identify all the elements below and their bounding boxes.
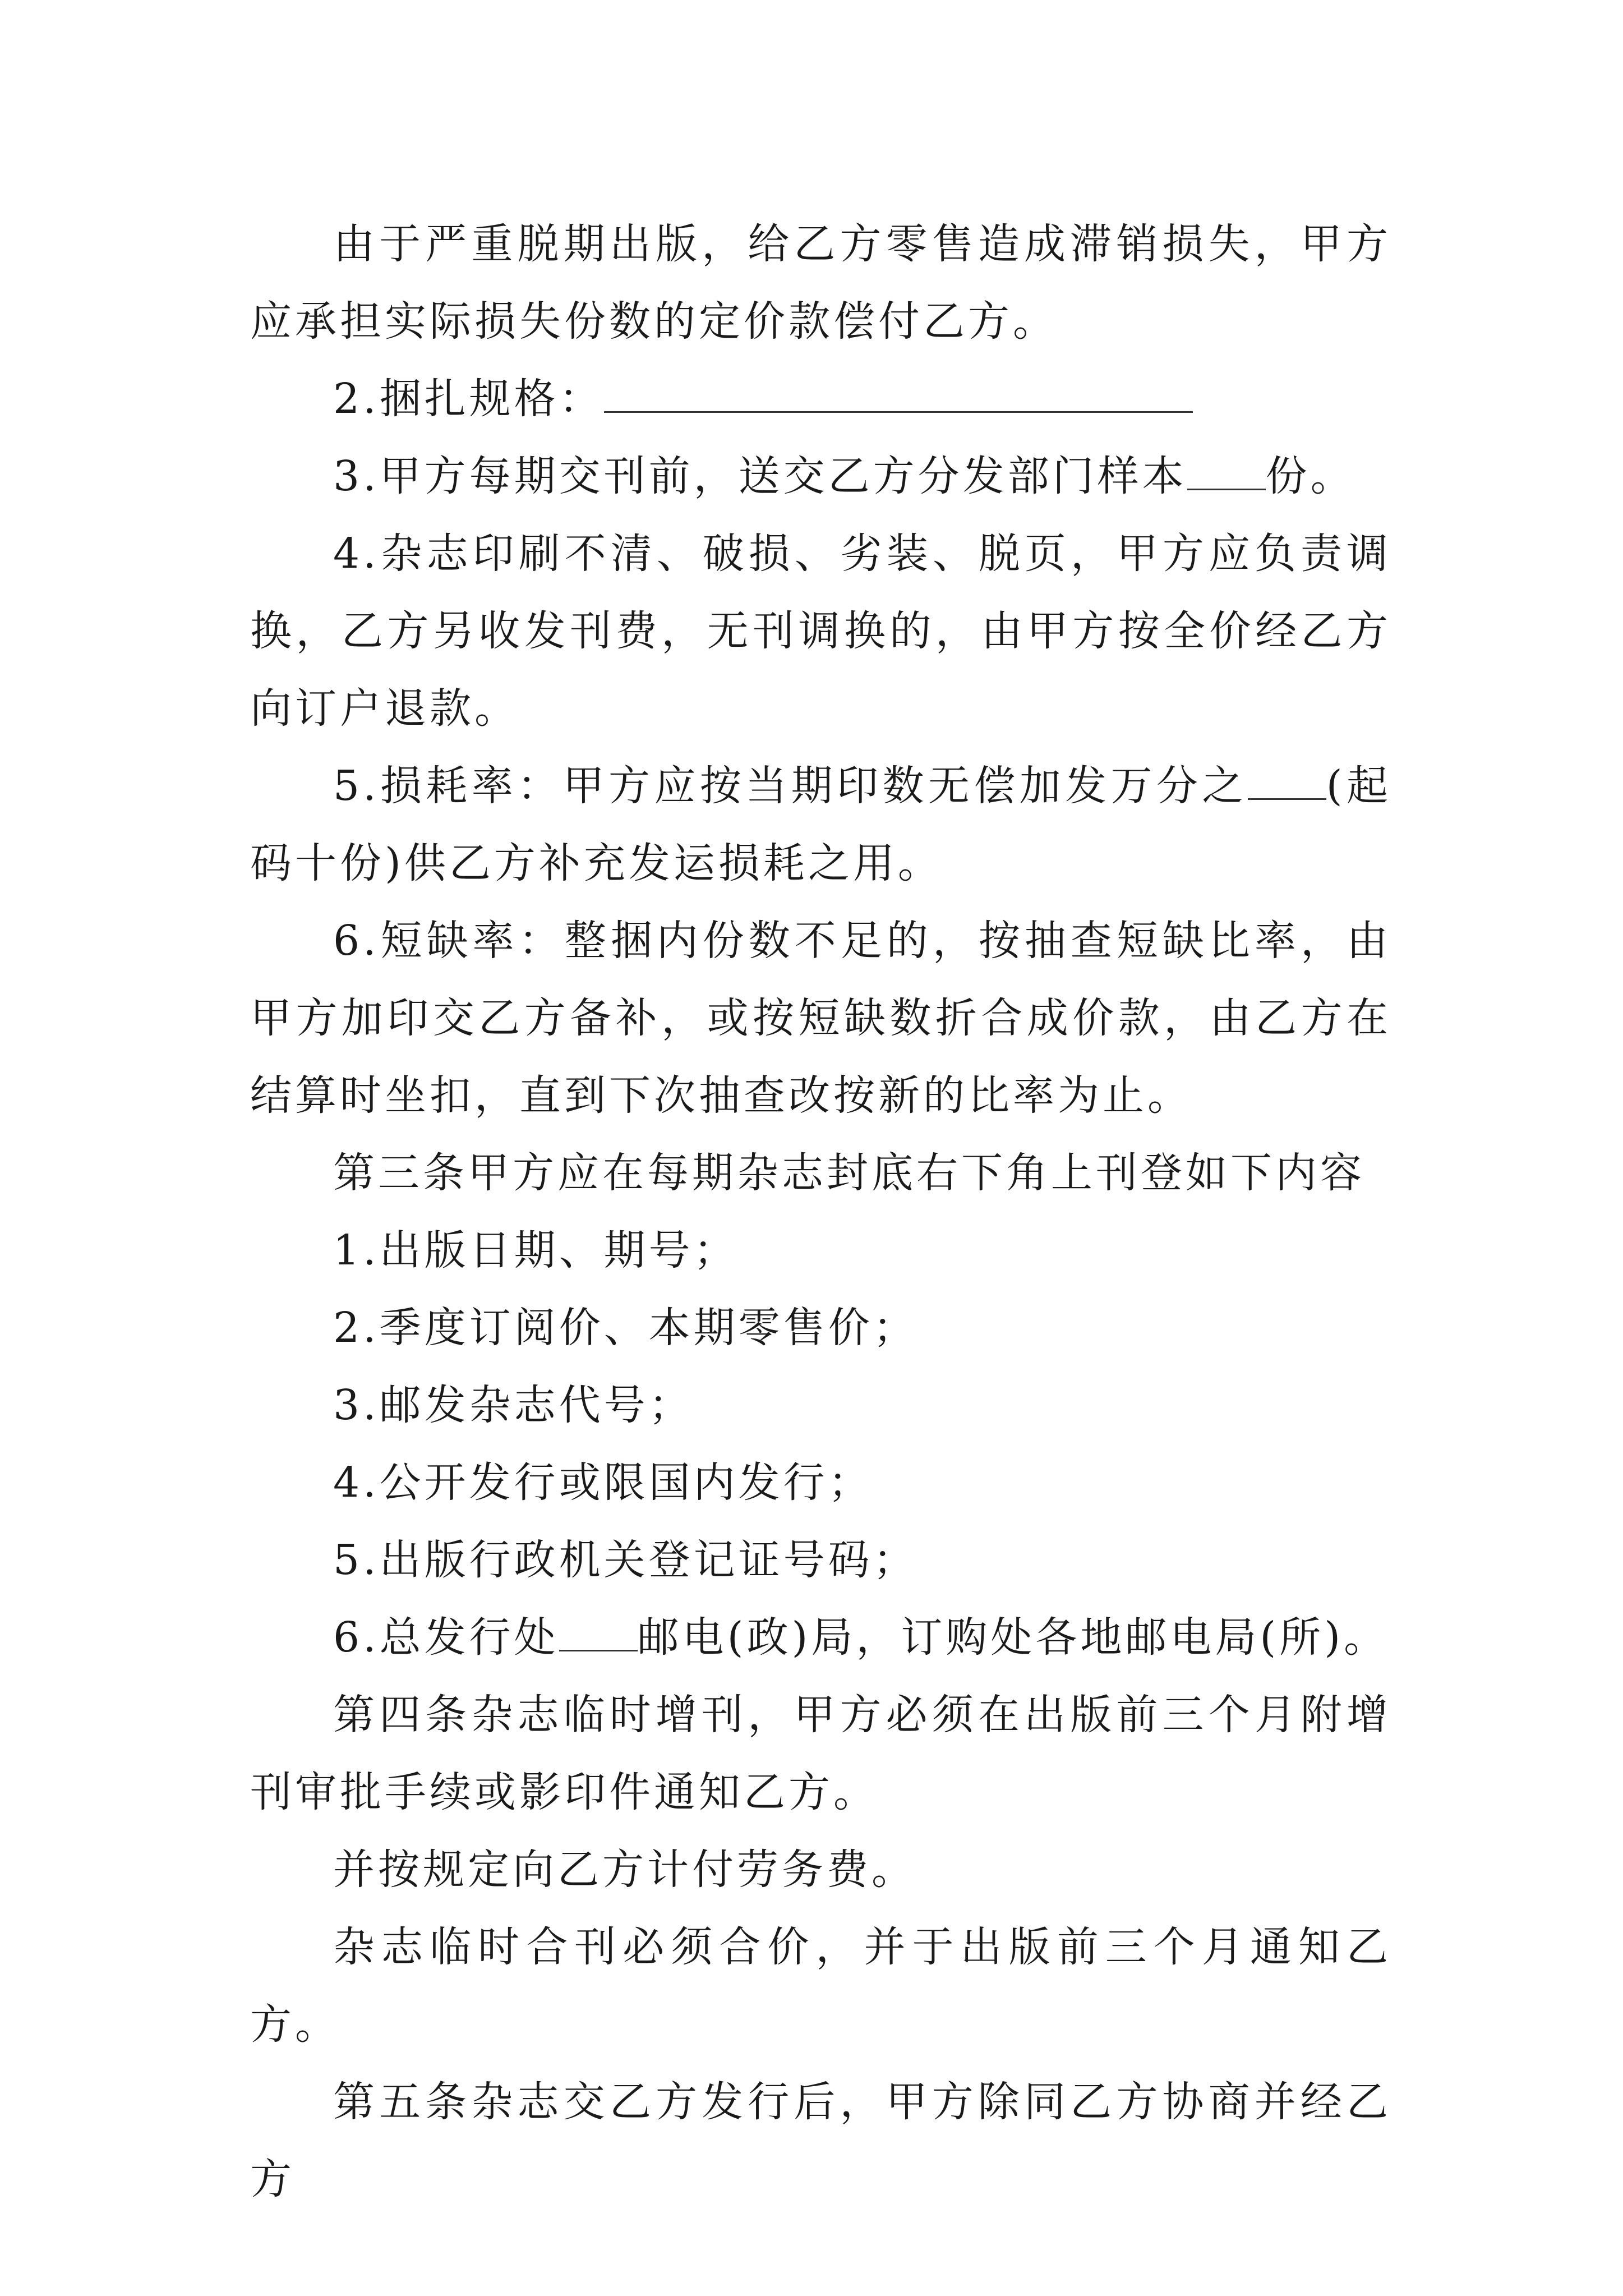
paragraph-3-suffix: 份。 — [1265, 452, 1355, 500]
list-item-6 — [250, 1599, 1391, 1676]
paragraph-4: 4.杂志印刷不清、破损、劣装、脱页，甲方应负责调换，乙方另收发刊费，无刊调换的，由甲方按全价经乙方向订户退款。 — [250, 530, 1391, 733]
fill-in-blank-binding-spec — [604, 370, 1193, 413]
list-item-6-prefix: 6.总发行处 — [333, 1613, 559, 1662]
paragraph-6: 6.短缺率：整捆内份数不足的，按抽查短缺比率，由甲方加印交乙方备补，或按短缺数折合成价款，由乙方在结算时坐扣，直到下次抽查改按新的比率为止。 — [250, 917, 1391, 1120]
fill-in-blank-loss-rate — [1248, 757, 1326, 800]
paragraph-5 — [250, 747, 1391, 902]
article-4: 第四条杂志临时增刊，甲方必须在出版前三个月附增刊审批手续或影印件通知乙方。 — [250, 1691, 1391, 1816]
paragraph-3-prefix: 3.甲方每期交刊前，送交乙方分发部门样本 — [333, 452, 1187, 500]
article-4-combined-issue: 杂志临时合刊必须合价，并于出版前三个月通知乙方。 — [250, 1923, 1391, 2049]
article-5: 第五条杂志交乙方发行后，甲方除同乙方协商并经乙方 — [250, 2078, 1391, 2203]
article-3-heading: 第三条甲方应在每期杂志封底右下角上刊登如下内容 — [333, 1149, 1365, 1197]
list-item-4: 4.公开发行或限国内发行； — [333, 1458, 873, 1507]
list-item-6-suffix: 邮电(政)局，订购处各地邮电局(所)。 — [637, 1613, 1389, 1662]
paragraph-5-suffix: (起码十份)供乙方补充发运损耗之用。 — [250, 762, 1391, 887]
paragraph-2-label: 2.捆扎规格： — [333, 375, 604, 423]
fill-in-blank-sample-count — [1187, 447, 1266, 490]
article-4-fee: 并按规定向乙方计付劳务费。 — [333, 1846, 916, 1894]
list-item-3: 3.邮发杂志代号； — [333, 1381, 694, 1429]
list-item-1: 1.出版日期、期号； — [333, 1226, 739, 1274]
paragraph-1: 由于严重脱期出版，给乙方零售造成滞销损失，甲方应承担实际损失份数的定价款偿付乙方。 — [250, 220, 1391, 346]
list-item-5: 5.出版行政机关登记证号码； — [333, 1536, 918, 1584]
fill-in-blank-post-office — [559, 1608, 638, 1651]
paragraph-2 — [250, 360, 1391, 438]
paragraph-3 — [250, 438, 1391, 515]
document-body — [250, 205, 1391, 2218]
list-item-2: 2.季度订阅价、本期零售价； — [333, 1304, 918, 1352]
paragraph-5-prefix: 5.损耗率：甲方应按当期印数无偿加发万分之 — [333, 762, 1248, 810]
